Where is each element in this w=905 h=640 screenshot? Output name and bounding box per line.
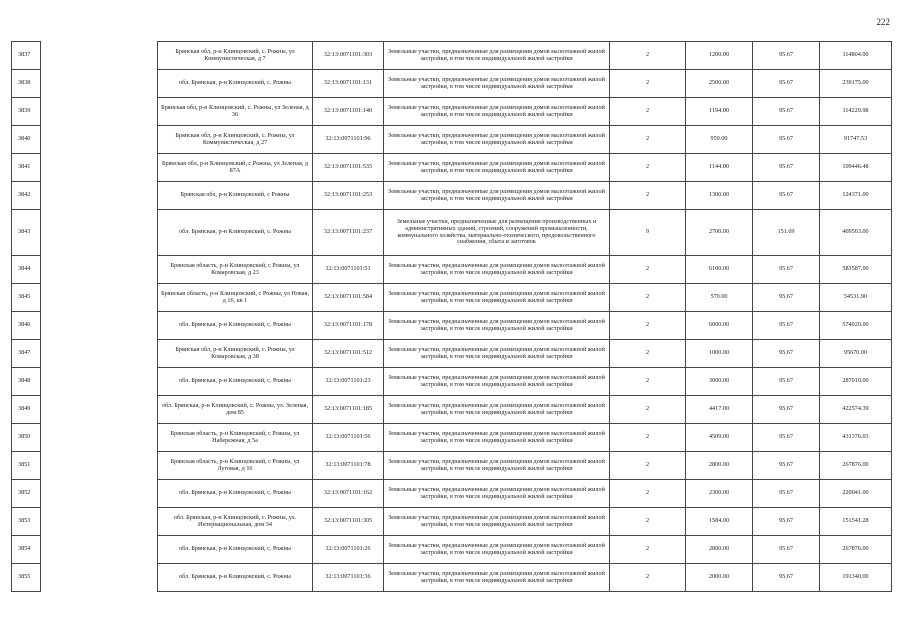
table-row — [12, 98, 892, 126]
column-gap — [41, 182, 158, 210]
use-group-cell: 2 — [610, 480, 686, 508]
row-number: 3849 — [12, 396, 41, 424]
cadastral-number-cell: 32:13:0071101:56 — [313, 424, 384, 452]
use-group-cell: 2 — [610, 424, 686, 452]
land-use-cell: Земельные участки, предназначенные для размещения домов малоэтажной жилой застройки, в том числе индивидуальной жилой застройки — [384, 42, 610, 70]
area-cell: 4509.00 — [686, 424, 753, 452]
row-number: 3853 — [12, 508, 41, 536]
address-cell: обл. Брянская, р-н Клинцовский, с. Рожны — [158, 70, 313, 98]
area-cell: 4417.00 — [686, 396, 753, 424]
table-row — [12, 508, 892, 536]
address-cell: Брянская обл, р-н Клинцовский, с. Рожны, ул Коммунистическая, д 27 — [158, 126, 313, 154]
cadastral-number-cell: 32:13:0071101:96 — [313, 126, 384, 154]
specific-value-cell: 95.67 — [753, 284, 820, 312]
cadastral-value-cell: 191340.00 — [820, 564, 892, 592]
land-use-cell: Земельные участки, предназначенные для размещения домов малоэтажной жилой застройки, в том числе индивидуальной жилой застройки — [384, 182, 610, 210]
area-cell: 1200.00 — [686, 42, 753, 70]
table-row — [12, 452, 892, 480]
row-number: 3854 — [12, 536, 41, 564]
area-cell: 2800.00 — [686, 536, 753, 564]
area-cell: 2800.00 — [686, 452, 753, 480]
land-use-cell: Земельные участки, предназначенные для размещения домов малоэтажной жилой застройки, в том числе индивидуальной жилой застройки — [384, 154, 610, 182]
land-use-cell: Земельные участки, предназначенные для размещения домов малоэтажной жилой застройки, в том числе индивидуальной жилой застройки — [384, 368, 610, 396]
table-row — [12, 70, 892, 98]
specific-value-cell: 95.67 — [753, 312, 820, 340]
land-use-cell: Земельные участки, предназначенные для размещения домов малоэтажной жилой застройки, в том числе индивидуальной жилой застройки — [384, 452, 610, 480]
specific-value-cell: 95.67 — [753, 536, 820, 564]
cadastral-number-cell: 32:13:0071101:36 — [313, 564, 384, 592]
table-row — [12, 126, 892, 154]
land-use-cell: Земельные участки, предназначенные для размещения домов малоэтажной жилой застройки, в том числе индивидуальной жилой застройки — [384, 396, 610, 424]
cadastral-value-cell: 220041.00 — [820, 480, 892, 508]
address-cell: Брянская обл, р-н Клинцовский, с Рожны, ул Зеленая, д 87А — [158, 154, 313, 182]
specific-value-cell: 95.67 — [753, 70, 820, 98]
table-row — [12, 396, 892, 424]
address-cell: Брянская область, р-н Клинцовский, с Рожны, ул Новая, д 16, кв 1 — [158, 284, 313, 312]
column-gap — [41, 340, 158, 368]
column-gap — [41, 368, 158, 396]
address-cell: Брянская область, р-н Клинцовский, с Рожны, ул Луговая, д 16 — [158, 452, 313, 480]
specific-value-cell: 95.67 — [753, 396, 820, 424]
specific-value-cell: 95.67 — [753, 452, 820, 480]
cadastral-value-cell: 114804.00 — [820, 42, 892, 70]
area-cell: 2700.00 — [686, 210, 753, 256]
address-cell: Брянская обл, р-н Клинцовский, с. Рожны, ул Коммунистическая, д 7 — [158, 42, 313, 70]
use-group-cell: 2 — [610, 182, 686, 210]
cadastral-number-cell: 32:13:0071101:185 — [313, 396, 384, 424]
cadastral-value-cell: 267876.00 — [820, 452, 892, 480]
address-cell: обл. Брянская, р-н Клинцовский, с. Рожны, ул. Интернациональная, дом 34 — [158, 508, 313, 536]
cadastral-value-cell: 124371.00 — [820, 182, 892, 210]
address-cell: Брянская обл, р-н Клинцовский, с. Рожны, ул Зеленая, д 36 — [158, 98, 313, 126]
column-gap — [41, 424, 158, 452]
table-row — [12, 42, 892, 70]
column-gap — [41, 536, 158, 564]
row-number: 3843 — [12, 210, 41, 256]
land-use-cell: Земельные участки, предназначенные для размещения домов малоэтажной жилой застройки, в том числе индивидуальной жилой застройки — [384, 340, 610, 368]
land-use-cell: Земельные участки, предназначенные для размещения производственных и административных зданий, строений, сооружений промышленности, коммунального хозяйства, материально-технического, продовольственного снабжения, сбыта и заготовок — [384, 210, 610, 256]
column-gap — [41, 508, 158, 536]
specific-value-cell: 95.67 — [753, 126, 820, 154]
specific-value-cell: 95.67 — [753, 98, 820, 126]
specific-value-cell: 95.67 — [753, 182, 820, 210]
row-number: 3851 — [12, 452, 41, 480]
cadastral-value-table — [11, 41, 892, 592]
cadastral-number-cell: 32:13:0071101:535 — [313, 154, 384, 182]
page-number: 222 — [876, 17, 890, 27]
address-cell: обл. Брянская, р-н Клинцовский, с. Рожны — [158, 536, 313, 564]
table-row — [12, 210, 892, 256]
cadastral-value-cell: 267876.00 — [820, 536, 892, 564]
column-gap — [41, 126, 158, 154]
land-use-cell: Земельные участки, предназначенные для размещения домов малоэтажной жилой застройки, в том числе индивидуальной жилой застройки — [384, 70, 610, 98]
specific-value-cell: 95.67 — [753, 508, 820, 536]
address-cell: Брянская область, р-н Клинцовский, с Рожны, ул Комаровская, д 23 — [158, 256, 313, 284]
use-group-cell: 9 — [610, 210, 686, 256]
use-group-cell: 2 — [610, 126, 686, 154]
address-cell: обл. Брянская, р-н Клинцовский, с. Рожны, ул. Зеленая, дом 85 — [158, 396, 313, 424]
land-use-cell: Земельные участки, предназначенные для размещения домов малоэтажной жилой застройки, в том числе индивидуальной жилой застройки — [384, 564, 610, 592]
cadastral-number-cell: 32:13:0071101:512 — [313, 340, 384, 368]
row-number: 3837 — [12, 42, 41, 70]
cadastral-value-cell: 151541.28 — [820, 508, 892, 536]
specific-value-cell: 95.67 — [753, 564, 820, 592]
column-gap — [41, 396, 158, 424]
row-number: 3855 — [12, 564, 41, 592]
area-cell: 1144.00 — [686, 154, 753, 182]
cadastral-number-cell: 32:13:0071101:78 — [313, 452, 384, 480]
column-gap — [41, 256, 158, 284]
address-cell: обл. Брянская, р-н Клинцовский, с. Рожны — [158, 312, 313, 340]
cadastral-value-cell: 574020.00 — [820, 312, 892, 340]
column-gap — [41, 70, 158, 98]
land-use-cell: Земельные участки, предназначенные для размещения домов малоэтажной жилой застройки, в том числе индивидуальной жилой застройки — [384, 480, 610, 508]
use-group-cell: 2 — [610, 536, 686, 564]
area-cell: 6000.00 — [686, 312, 753, 340]
area-cell: 6100.00 — [686, 256, 753, 284]
use-group-cell: 2 — [610, 312, 686, 340]
column-gap — [41, 154, 158, 182]
area-cell: 2500.00 — [686, 70, 753, 98]
use-group-cell: 2 — [610, 396, 686, 424]
column-gap — [41, 284, 158, 312]
cadastral-number-cell: 32:13:0071101:237 — [313, 210, 384, 256]
cadastral-value-cell: 431376.03 — [820, 424, 892, 452]
land-use-cell: Земельные участки, предназначенные для размещения домов малоэтажной жилой застройки, в том числе индивидуальной жилой застройки — [384, 424, 610, 452]
table-row — [12, 424, 892, 452]
use-group-cell: 2 — [610, 42, 686, 70]
area-cell: 1300.00 — [686, 182, 753, 210]
cadastral-number-cell: 32:13:0071101:51 — [313, 256, 384, 284]
column-gap — [41, 210, 158, 256]
row-number: 3840 — [12, 126, 41, 154]
use-group-cell: 2 — [610, 70, 686, 98]
row-number: 3839 — [12, 98, 41, 126]
use-group-cell: 2 — [610, 340, 686, 368]
table-row — [12, 368, 892, 396]
cadastral-number-cell: 32:13:0071101:584 — [313, 284, 384, 312]
cadastral-number-cell: 32:13:0071101:26 — [313, 536, 384, 564]
cadastral-value-cell: 91747.53 — [820, 126, 892, 154]
area-cell: 1194.00 — [686, 98, 753, 126]
row-number: 3848 — [12, 368, 41, 396]
area-cell: 1000.00 — [686, 340, 753, 368]
cadastral-number-cell: 32:13:0071101:23 — [313, 368, 384, 396]
specific-value-cell: 95.67 — [753, 368, 820, 396]
table-row — [12, 284, 892, 312]
area-cell: 959.00 — [686, 126, 753, 154]
row-number: 3841 — [12, 154, 41, 182]
specific-value-cell: 95.67 — [753, 256, 820, 284]
specific-value-cell: 95.67 — [753, 154, 820, 182]
use-group-cell: 2 — [610, 452, 686, 480]
column-gap — [41, 98, 158, 126]
land-use-cell: Земельные участки, предназначенные для размещения домов малоэтажной жилой застройки, в том числе индивидуальной жилой застройки — [384, 284, 610, 312]
table-row — [12, 480, 892, 508]
use-group-cell: 2 — [610, 256, 686, 284]
area-cell: 3000.00 — [686, 368, 753, 396]
cadastral-number-cell: 32:13:0071101:178 — [313, 312, 384, 340]
land-use-cell: Земельные участки, предназначенные для размещения домов малоэтажной жилой застройки, в том числе индивидуальной жилой застройки — [384, 536, 610, 564]
row-number: 3846 — [12, 312, 41, 340]
address-cell: обл. Брянская, р-н Клинцовский, с. Рожны — [158, 210, 313, 256]
use-group-cell: 2 — [610, 154, 686, 182]
cadastral-number-cell: 32:13:0071101:303 — [313, 42, 384, 70]
table-row — [12, 182, 892, 210]
area-cell: 570.00 — [686, 284, 753, 312]
cadastral-value-cell: 409563.00 — [820, 210, 892, 256]
row-number: 3852 — [12, 480, 41, 508]
column-gap — [41, 312, 158, 340]
specific-value-cell: 95.67 — [753, 424, 820, 452]
cadastral-number-cell: 32:13:0071101:305 — [313, 508, 384, 536]
cadastral-number-cell: 32:13:0071101:253 — [313, 182, 384, 210]
area-cell: 2300.00 — [686, 480, 753, 508]
table-row — [12, 564, 892, 592]
area-cell: 2000.00 — [686, 564, 753, 592]
row-number: 3847 — [12, 340, 41, 368]
column-gap — [41, 564, 158, 592]
land-use-cell: Земельные участки, предназначенные для размещения домов малоэтажной жилой застройки, в том числе индивидуальной жилой застройки — [384, 126, 610, 154]
table-row — [12, 536, 892, 564]
cadastral-value-cell: 95670.00 — [820, 340, 892, 368]
cadastral-value-cell: 109446.48 — [820, 154, 892, 182]
land-use-cell: Земельные участки, предназначенные для размещения домов малоэтажной жилой застройки, в том числе индивидуальной жилой застройки — [384, 312, 610, 340]
specific-value-cell: 95.67 — [753, 340, 820, 368]
row-number: 3844 — [12, 256, 41, 284]
address-cell: обл. Брянская, р-н Клинцовский, с. Рожны — [158, 368, 313, 396]
row-number: 3845 — [12, 284, 41, 312]
cadastral-number-cell: 32:13:0071101:162 — [313, 480, 384, 508]
table-body — [12, 42, 892, 592]
column-gap — [41, 480, 158, 508]
cadastral-number-cell: 32:13:0071101:140 — [313, 98, 384, 126]
row-number: 3842 — [12, 182, 41, 210]
table-row — [12, 256, 892, 284]
use-group-cell: 2 — [610, 508, 686, 536]
row-number: 3838 — [12, 70, 41, 98]
address-cell: Брянская обл, р-н Клинцовский, с. Рожны, ул Комаровская, д 38 — [158, 340, 313, 368]
cadastral-value-cell: 239175.00 — [820, 70, 892, 98]
address-cell: Брянская область, р-н Клинцовский, с Рожны, ул Набережная, д 5а — [158, 424, 313, 452]
land-use-cell: Земельные участки, предназначенные для размещения домов малоэтажной жилой застройки, в том числе индивидуальной жилой застройки — [384, 508, 610, 536]
row-number: 3850 — [12, 424, 41, 452]
specific-value-cell: 151.69 — [753, 210, 820, 256]
use-group-cell: 2 — [610, 284, 686, 312]
cadastral-value-cell: 422574.39 — [820, 396, 892, 424]
address-cell: Брянская обл, р-н Клинцовский, с Рожны — [158, 182, 313, 210]
address-cell: обл. Брянская, р-н Клинцовский, с. Рожны — [158, 564, 313, 592]
address-cell: обл. Брянская, р-н Клинцовский, с. Рожны — [158, 480, 313, 508]
table-row — [12, 154, 892, 182]
specific-value-cell: 95.67 — [753, 480, 820, 508]
cadastral-value-cell: 54531.90 — [820, 284, 892, 312]
cadastral-value-cell: 287010.00 — [820, 368, 892, 396]
land-use-cell: Земельные участки, предназначенные для размещения домов малоэтажной жилой застройки, в том числе индивидуальной жилой застройки — [384, 98, 610, 126]
cadastral-value-cell: 114229.98 — [820, 98, 892, 126]
use-group-cell: 2 — [610, 368, 686, 396]
column-gap — [41, 452, 158, 480]
specific-value-cell: 95.67 — [753, 42, 820, 70]
area-cell: 1584.00 — [686, 508, 753, 536]
table-row — [12, 312, 892, 340]
cadastral-number-cell: 32:13:0071101:131 — [313, 70, 384, 98]
use-group-cell: 2 — [610, 564, 686, 592]
table-row — [12, 340, 892, 368]
column-gap — [41, 42, 158, 70]
cadastral-value-cell: 583587.00 — [820, 256, 892, 284]
use-group-cell: 2 — [610, 98, 686, 126]
land-use-cell: Земельные участки, предназначенные для размещения домов малоэтажной жилой застройки, в том числе индивидуальной жилой застройки — [384, 256, 610, 284]
